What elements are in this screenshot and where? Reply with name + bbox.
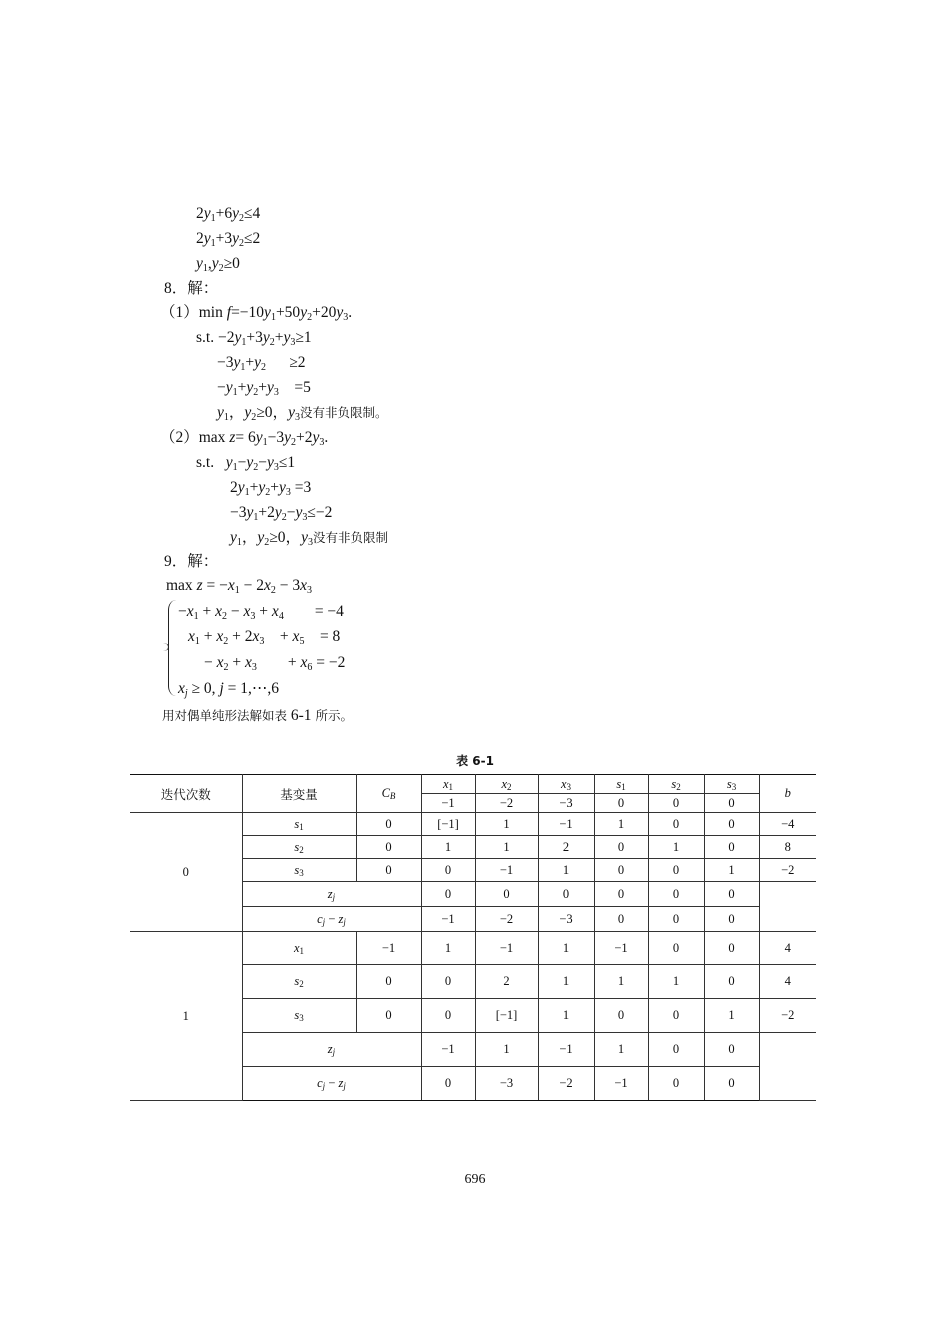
zj-label: $z_j$ <box>242 1033 421 1067</box>
cost-s3: 0 <box>704 794 759 813</box>
table-caption: 表 6-1 <box>456 754 494 768</box>
b-cell: 4 <box>759 965 816 999</box>
table-cell: 1 <box>538 859 594 882</box>
table-cell: 1 <box>594 965 648 999</box>
table-cell: [−1] <box>475 999 538 1033</box>
cost-x2: −2 <box>475 794 538 813</box>
table-cell: 1 <box>538 932 594 965</box>
cb-cell: 0 <box>356 836 421 859</box>
zj-cell: 0 <box>704 1033 759 1067</box>
cjzj-cell: −3 <box>475 1067 538 1101</box>
p8-part1-st-3: $-y_1+y_2+y_3$ =5 <box>217 379 311 398</box>
iteration-0: 0 <box>130 813 242 932</box>
table-cell: 1 <box>594 813 648 836</box>
basis-var: $s_2$ <box>242 836 356 859</box>
cjzj-cell: 0 <box>704 1067 759 1101</box>
cb-cell: −1 <box>356 932 421 965</box>
basis-var: $s_3$ <box>242 859 356 882</box>
header-s1: $s_1$ <box>594 775 648 794</box>
table-cell: 0 <box>648 813 704 836</box>
p9-constraint-2: $x_1 + x_2 + 2x_3$ + $x_5$ = 8 <box>188 628 341 647</box>
header-cb: $C_B$ <box>356 775 421 813</box>
problem-9-heading: 9．解： <box>164 553 219 570</box>
basis-var: $x_1$ <box>242 932 356 965</box>
zj-cell: −1 <box>538 1033 594 1067</box>
table-cell: 1 <box>421 932 475 965</box>
table-cell: −1 <box>475 932 538 965</box>
table-cell: 0 <box>421 999 475 1033</box>
table-cell: 0 <box>648 932 704 965</box>
p8-part1-objective: （1）min $f=-10y_1+50y_2+20y_3$. <box>160 304 353 323</box>
cjzj-cell: −1 <box>594 1067 648 1101</box>
cjzj-cell: −2 <box>538 1067 594 1101</box>
problem-8-heading: 8．解： <box>164 280 219 297</box>
empty-cell <box>759 1033 816 1101</box>
cost-x1: −1 <box>421 794 475 813</box>
b-cell: −2 <box>759 999 816 1033</box>
zj-cell: 0 <box>538 882 594 907</box>
cjzj-cell: −3 <box>538 907 594 932</box>
zj-cell: 0 <box>648 1033 704 1067</box>
table-cell: 1 <box>648 965 704 999</box>
table-cell: 0 <box>594 999 648 1033</box>
header-s3: $s_3$ <box>704 775 759 794</box>
table-cell: −1 <box>594 932 648 965</box>
basis-var: $s_1$ <box>242 813 356 836</box>
table-cell: 0 <box>704 836 759 859</box>
cjzj-label: $c_j - z_j$ <box>242 1067 421 1101</box>
table-cell: 1 <box>704 999 759 1033</box>
cjzj-cell: 0 <box>648 1067 704 1101</box>
header-b: b <box>759 775 816 813</box>
p8-part2-st-4: $y_1$，$y_2\ge 0$，$y_3$没有非负限制 <box>230 529 388 548</box>
cjzj-cell: 0 <box>704 907 759 932</box>
basis-var: $s_3$ <box>242 999 356 1033</box>
b-cell: −2 <box>759 859 816 882</box>
table-cell: 0 <box>704 932 759 965</box>
table-cell: 0 <box>421 965 475 999</box>
p8-part2-st-3: $-3y_1+2y_2-y_3\le-2$ <box>230 504 333 523</box>
nonneg-line: $y_1,y_2\ge 0$ <box>196 255 240 274</box>
b-cell: −4 <box>759 813 816 836</box>
table-cell: 0 <box>594 836 648 859</box>
cb-cell: 0 <box>356 965 421 999</box>
zj-cell: 0 <box>421 882 475 907</box>
p9-objective: $\max z = -x_1 - 2x_2 - 3x_3$ <box>166 577 313 596</box>
table-cell: 1 <box>538 965 594 999</box>
table-cell: 1 <box>421 836 475 859</box>
table-cell: 1 <box>538 999 594 1033</box>
system-brace <box>168 600 177 696</box>
cjzj-cell: −2 <box>475 907 538 932</box>
header-basis: 基变量 <box>242 775 356 813</box>
cost-x3: −3 <box>538 794 594 813</box>
table-cell: 0 <box>704 813 759 836</box>
zj-cell: 1 <box>475 1033 538 1067</box>
p8-part1-st-2: $-3y_1+y_2$ ≥2 <box>217 354 306 373</box>
b-cell: 4 <box>759 932 816 965</box>
table-intro: 用对偶单纯形法解如表 6-1 所示。 <box>162 707 353 724</box>
header-s2: $s_2$ <box>648 775 704 794</box>
table-cell: [−1] <box>421 813 475 836</box>
cjzj-cell: 0 <box>594 907 648 932</box>
table-cell: 2 <box>475 965 538 999</box>
zj-label: $z_j$ <box>242 882 421 907</box>
p9-constraint-1: $-x_1 + x_2 - x_3 + x_4$ = −4 <box>178 603 344 622</box>
b-cell: 8 <box>759 836 816 859</box>
header-iteration: 迭代次数 <box>130 775 242 813</box>
zj-cell: 0 <box>648 882 704 907</box>
cjzj-cell: 0 <box>648 907 704 932</box>
cost-s1: 0 <box>594 794 648 813</box>
zj-cell: 0 <box>594 882 648 907</box>
p9-nonneg: $x_j \ge 0$, j = 1,⋯,6 <box>178 680 279 699</box>
cb-cell: 0 <box>356 859 421 882</box>
empty-cell <box>759 882 816 932</box>
constraint-line-2: $2y_1+3y_2\le 2$ <box>196 230 261 249</box>
header-x3: $x_3$ <box>538 775 594 794</box>
table-cell: −1 <box>475 859 538 882</box>
table-cell: 0 <box>648 999 704 1033</box>
table-cell: 2 <box>538 836 594 859</box>
table-cell: 1 <box>648 836 704 859</box>
p8-part2-st-1: s.t. $y_1-y_2-y_3\le 1$ <box>196 454 296 473</box>
cb-cell: 0 <box>356 999 421 1033</box>
basis-var: $s_2$ <box>242 965 356 999</box>
table-cell: 1 <box>704 859 759 882</box>
header-x1: $x_1$ <box>421 775 475 794</box>
cjzj-cell: −1 <box>421 907 475 932</box>
table-cell: 0 <box>648 859 704 882</box>
cjzj-label: $c_j - z_j$ <box>242 907 421 932</box>
p8-part2-st-2: $2y_1+y_2+y_3 =3$ <box>230 479 312 498</box>
zj-cell: 0 <box>704 882 759 907</box>
zj-cell: 0 <box>475 882 538 907</box>
iteration-1: 1 <box>130 932 242 1101</box>
p8-part1-st-1: s.t. $-2y_1+3y_2+y_3\ge 1$ <box>196 329 312 348</box>
p8-part1-st-4: $y_1$，$y_2\ge 0$，$y_3$没有非负限制。 <box>217 404 388 423</box>
cjzj-cell: 0 <box>421 1067 475 1101</box>
table-cell: 0 <box>594 859 648 882</box>
table-cell: −1 <box>538 813 594 836</box>
page-number: 696 <box>464 1172 486 1187</box>
table-cell: 0 <box>704 965 759 999</box>
zj-cell: −1 <box>421 1033 475 1067</box>
p8-part2-objective: （2）max $z= 6y_1-3y_2+2y_3$. <box>160 429 329 448</box>
cost-s2: 0 <box>648 794 704 813</box>
table-cell: 1 <box>475 836 538 859</box>
table-cell: 1 <box>475 813 538 836</box>
zj-cell: 1 <box>594 1033 648 1067</box>
simplex-table <box>130 774 816 1101</box>
p9-constraint-3: − $x_2 + x_3$ + $x_6 = -2$ <box>204 654 346 673</box>
cb-cell: 0 <box>356 813 421 836</box>
constraint-line-1: $2y_1+6y_2\le 4$ <box>196 205 261 224</box>
table-cell: 0 <box>421 859 475 882</box>
header-x2: $x_2$ <box>475 775 538 794</box>
